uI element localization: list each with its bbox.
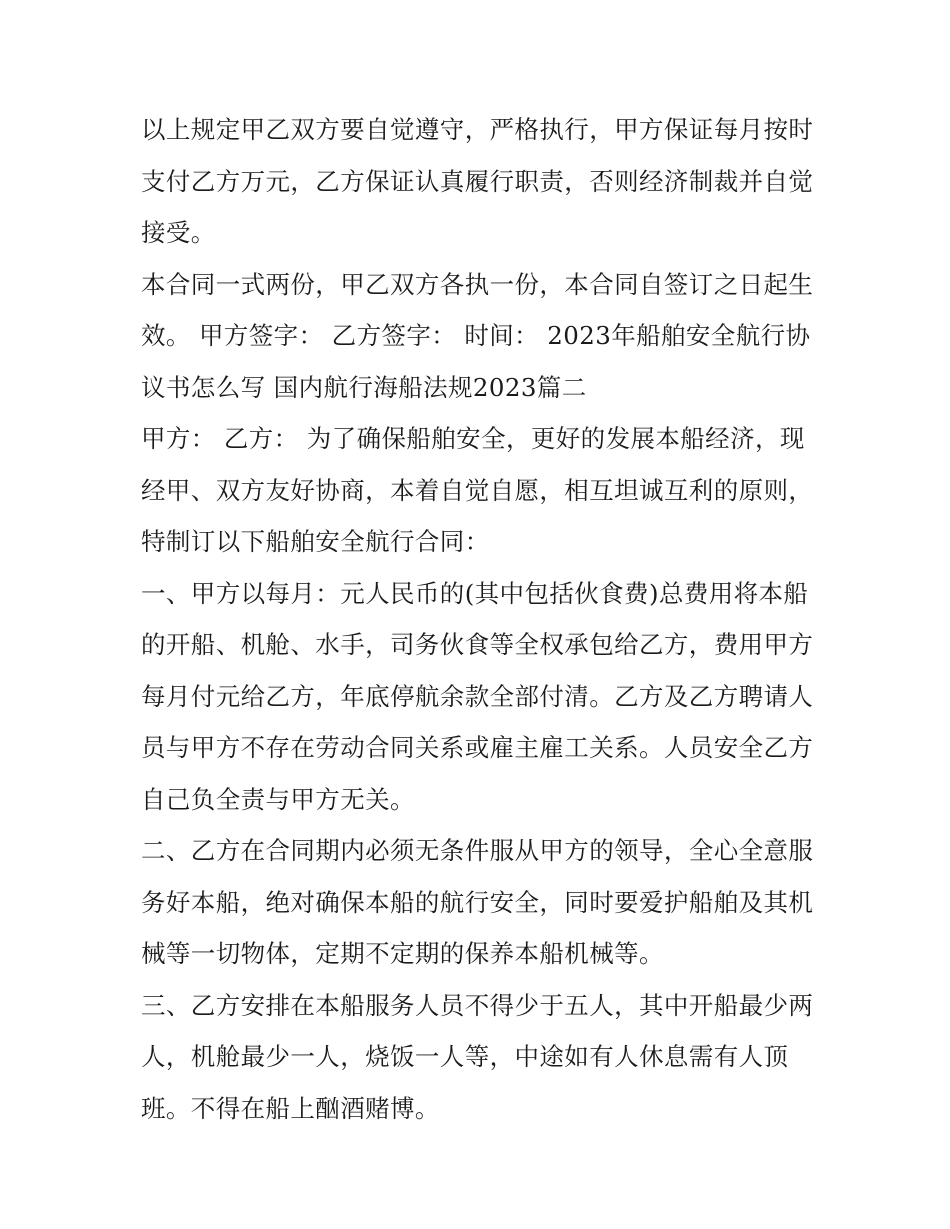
paragraph-clause-one: 一、甲方以每月：元人民币的(其中包括伙食费)总费用将本船的开船、机舱、水手，司务伙食等全权承包给乙方，费用甲方每月付元给乙方，年底停航余款全部付清。乙方及乙方聘请人员与甲方不存在劳动合同关系或雇主雇工关系。人员安全乙方自己负全责与甲方无关。: [141, 578, 814, 814]
paragraph-clause-two: 二、乙方在合同期内必须无条件服从甲方的领导，全心全意服务好本船，绝对确保本船的航行安全，同时要爱护船舶及其机械等一切物体，定期不定期的保养本船机械等。: [141, 836, 814, 968]
paragraph-compliance: 以上规定甲乙双方要自觉遵守，严格执行，甲方保证每月按时支付乙方万元，乙方保证认真履行职责，否则经济制裁并自觉接受。: [141, 115, 814, 247]
paragraph-copies-signatures: 本合同一式两份，甲乙双方各执一份，本合同自签订之日起生效。 甲方签字： 乙方签字： 时间： 2023年船舶安全航行协议书怎么写 国内航行海船法规2023篇二: [141, 269, 814, 402]
paragraph-clause-three: 三、乙方安排在本船服务人员不得少于五人，其中开船最少两人，机舱最少一人，烧饭一人等，中途如有人休息需有人顶班。不得在船上酗酒赌博。: [141, 990, 814, 1123]
document-body: [141, 104, 816, 1134]
paragraph-parties-preamble: 甲方： 乙方： 为了确保船舶安全，更好的发展本船经济，现经甲、双方友好协商，本着自觉自愿，相互坦诚互利的原则，特制订以下船舶安全航行合同：: [141, 424, 814, 556]
